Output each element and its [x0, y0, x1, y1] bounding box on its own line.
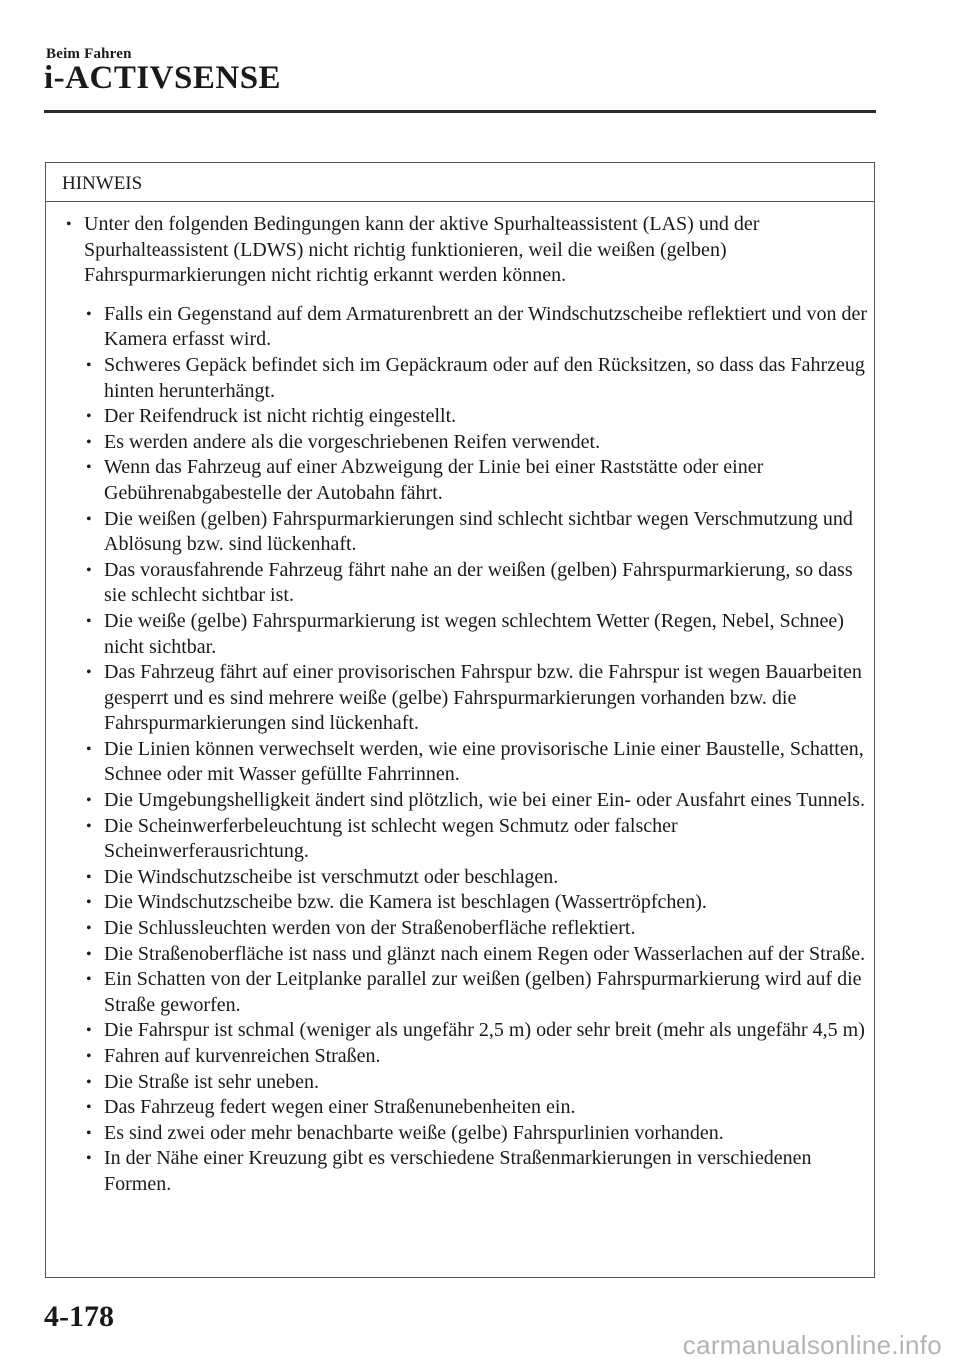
bullet-icon: • [86, 459, 92, 477]
list-item-text: Die Linien können verwechselt werden, wie eine provisorische Linie einer Baustelle, Schatten, Schnee oder mit Wasser gefüllte Fahrrinnen. [104, 737, 864, 786]
list-item-text: Es werden andere als die vorgeschriebenen Reifen verwendet. [104, 430, 601, 453]
bullet-icon: • [86, 1073, 92, 1091]
list-item [46, 609, 874, 660]
list-item [46, 430, 874, 456]
list-item-text: Die weiße (gelbe) Fahrspurmarkierung ist wegen schlechtem Wetter (Regen, Nebel, Schnee) nicht sichtbar. [104, 609, 844, 658]
bullet-icon: • [86, 408, 92, 426]
list-item [46, 1070, 874, 1096]
header-divider [44, 110, 876, 113]
list-item-text: Die Windschutzscheibe ist verschmutzt oder beschlagen. [104, 865, 559, 888]
bullet-icon: • [86, 894, 92, 912]
list-item-text: Wenn das Fahrzeug auf einer Abzweigung der Linie bei einer Raststätte oder einer Gebührenabgabestelle der Autobahn fährt. [104, 456, 764, 504]
watermark: carmanualsonline.info [682, 1330, 942, 1360]
bullet-icon: • [86, 510, 92, 528]
list-item [46, 788, 874, 814]
bullet-icon: • [86, 305, 92, 323]
bullet-icon: • [86, 868, 92, 886]
list-item [46, 558, 874, 609]
list-item [46, 890, 874, 916]
list-item [46, 967, 874, 1018]
list-item [46, 1146, 874, 1197]
list-item-text: Das Fahrzeug fährt auf einer provisorischen Fahrspur bzw. die Fahrspur ist wegen Bauarbeiten gesperrt und es sind mehrere weiße (gelbe) Fahrspurmarkierungen vorhanden bzw. die Fahrspurmarkierungen sind lückenhaft. [104, 661, 862, 735]
bullet-icon: • [86, 433, 92, 451]
bullet-icon: • [86, 792, 92, 810]
bullet-icon: • [66, 216, 72, 233]
section-title: Beim Fahren [46, 46, 132, 62]
bullet-icon: • [86, 1048, 92, 1065]
list-item-text: Das vorausfahrende Fahrzeug fährt nahe an der weißen (gelben) Fahrspurmarkierung, so dass sie schlecht sichtbar ist. [104, 558, 853, 607]
bullet-icon: • [86, 920, 92, 938]
list-item [46, 1044, 874, 1070]
list-item [46, 1018, 874, 1044]
bullet-icon: • [86, 740, 92, 758]
bullet-icon: • [86, 356, 92, 374]
list-item-text: Die Scheinwerferbeleuchtung ist schlecht wegen Schmutz oder falscher Scheinwerferausrichtung. [104, 814, 678, 863]
list-item [46, 916, 874, 942]
bullet-icon: • [86, 561, 92, 579]
list-item [46, 455, 874, 506]
note-heading: HINWEIS [46, 163, 874, 202]
list-item-text: Der Reifendruck ist nicht richtig eingestellt. [104, 405, 457, 428]
bullet-icon: • [86, 1099, 92, 1117]
list-item-text: Die Windschutzscheibe bzw. die Kamera ist beschlagen (Wassertröpfchen). [104, 891, 707, 914]
list-item-text: Die weißen (gelben) Fahrspurmarkierungen sind schlecht sichtbar wegen Verschmutzung und Ablösung bzw. sind lückenhaft. [104, 507, 853, 556]
list-item [46, 737, 874, 788]
list-item [46, 942, 874, 968]
list-item-text: Die Schlussleuchten werden von der Straßenoberfläche reflektiert. [104, 917, 636, 940]
note-body [46, 202, 874, 1198]
list-item-text: Die Umgebungshelligkeit ändert sind plötzlich, wie bei einer Ein- oder Ausfahrt eines Tunnels. [104, 789, 865, 812]
list-item [46, 1095, 874, 1121]
list-item [46, 660, 874, 737]
note-box [45, 162, 875, 1278]
list-item [46, 353, 874, 404]
bullet-icon: • [86, 1124, 92, 1142]
list-item-text: Das Fahrzeug federt wegen einer Straßenunebenheiten ein. [104, 1096, 576, 1119]
list-item-text: Fahren auf kurvenreichen Straßen. [104, 1045, 381, 1067]
bullet-icon: • [86, 1150, 92, 1168]
list-item-text: Die Fahrspur ist schmal (weniger als ungefähr 2,5 m) oder sehr breit (mehr als ungefähr 4,5 m) [104, 1019, 865, 1042]
chapter-title: i-ACTIVSENSE [44, 60, 282, 96]
list-item-text: Ein Schatten von der Leitplanke parallel zur weißen (gelben) Fahrspurmarkierung wird auf die Straße geworfen. [104, 968, 862, 1016]
bullet-icon: • [86, 1022, 92, 1040]
list-item-text: Die Straße ist sehr uneben. [104, 1070, 319, 1093]
list-item-text: Die Straßenoberfläche ist nass und glänzt nach einem Regen oder Wasserlachen auf der Straße. [104, 942, 866, 965]
list-item [46, 865, 874, 891]
list-item [46, 302, 874, 353]
list-item [46, 507, 874, 558]
bullet-icon: • [86, 664, 92, 682]
list-item-text: Schweres Gepäck befindet sich im Gepäckraum oder auf den Rücksitzen, so dass das Fahrzeug hinten herunterhängt. [104, 353, 865, 402]
bullet-icon: • [86, 971, 92, 989]
note-intro-text: Unter den folgenden Bedingungen kann der aktive Spurhalteassistent (LAS) und der Spurhalteassistent (LDWS) nicht richtig funktionieren, weil die weißen (gelben) Fahrspurmarkierungen nicht richtig erkannt werden können. [84, 213, 760, 287]
list-item-text: Falls ein Gegenstand auf dem Armaturenbrett an der Windschutzscheibe reflektiert und von der Kamera erfasst wird. [104, 302, 868, 351]
page-number: 4-178 [44, 1300, 114, 1333]
note-intro [46, 212, 874, 289]
list-item [46, 404, 874, 430]
condition-list [46, 302, 874, 1198]
list-item-text: In der Nähe einer Kreuzung gibt es verschiedene Straßenmarkierungen in verschiedenen Formen. [104, 1147, 812, 1195]
bullet-icon: • [86, 817, 92, 835]
list-item-text: Es sind zwei oder mehr benachbarte weiße (gelbe) Fahrspurlinien vorhanden. [104, 1121, 724, 1144]
list-item [46, 1121, 874, 1147]
bullet-icon: • [86, 945, 92, 963]
list-item [46, 814, 874, 865]
bullet-icon: • [86, 612, 92, 630]
